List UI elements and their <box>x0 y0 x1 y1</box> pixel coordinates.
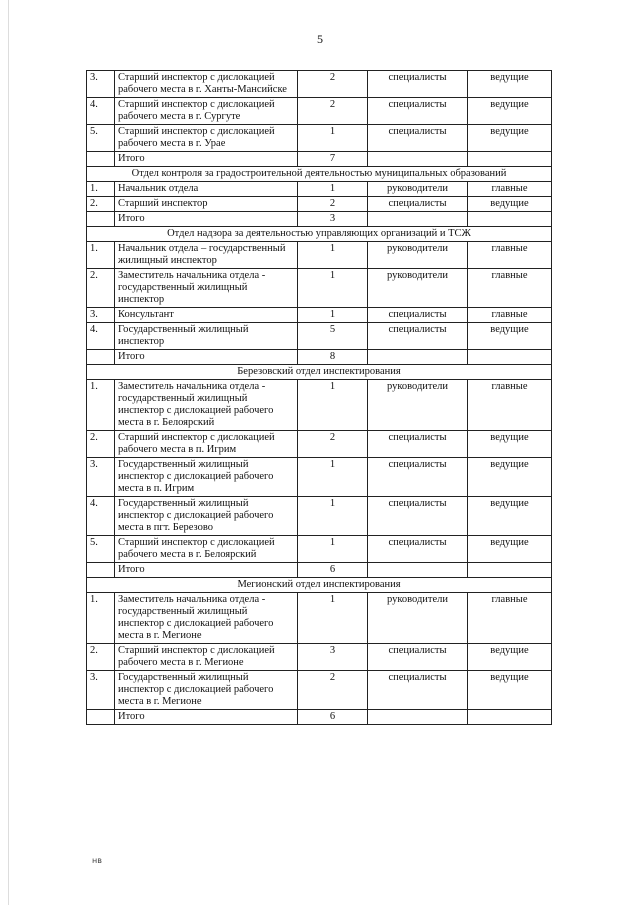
total-empty-cell <box>468 212 552 227</box>
row-number: 3. <box>87 71 115 98</box>
position-group: ведущие <box>468 431 552 458</box>
total-empty-cell <box>87 152 115 167</box>
staff-category: руководители <box>368 380 468 431</box>
total-count: 8 <box>298 350 368 365</box>
total-empty-cell <box>87 563 115 578</box>
total-empty-cell <box>87 710 115 725</box>
page-edge-line <box>8 0 9 905</box>
row-number: 2. <box>87 197 115 212</box>
staff-table-body <box>87 71 552 725</box>
section-header-row <box>87 578 552 593</box>
total-empty-cell <box>368 563 468 578</box>
position-count: 1 <box>298 125 368 152</box>
table-row <box>87 308 552 323</box>
total-empty-cell <box>468 710 552 725</box>
staff-category: специалисты <box>368 458 468 497</box>
total-row <box>87 350 552 365</box>
position-title: Консультант <box>115 308 298 323</box>
total-count: 6 <box>298 710 368 725</box>
position-title: Начальник отдела – государственный жилищный инспектор <box>115 242 298 269</box>
table-row <box>87 593 552 644</box>
table-row <box>87 71 552 98</box>
staff-category: специалисты <box>368 308 468 323</box>
position-title: Государственный жилищный инспектор с дислокацией рабочего места в п. Игрим <box>115 458 298 497</box>
position-group: главные <box>468 269 552 308</box>
position-group: главные <box>468 593 552 644</box>
total-row <box>87 563 552 578</box>
position-title: Старший инспектор с дислокацией рабочего места в г. Ханты-Мансийске <box>115 71 298 98</box>
table-row <box>87 98 552 125</box>
position-count: 2 <box>298 431 368 458</box>
row-number: 1. <box>87 242 115 269</box>
table-row <box>87 644 552 671</box>
position-group: ведущие <box>468 98 552 125</box>
total-count: 6 <box>298 563 368 578</box>
staff-category: специалисты <box>368 431 468 458</box>
table-row <box>87 536 552 563</box>
position-count: 1 <box>298 380 368 431</box>
table-row <box>87 269 552 308</box>
staff-category: специалисты <box>368 644 468 671</box>
staff-category: специалисты <box>368 497 468 536</box>
table-row <box>87 197 552 212</box>
row-number: 1. <box>87 380 115 431</box>
row-number: 2. <box>87 269 115 308</box>
row-number: 3. <box>87 308 115 323</box>
section-title: Березовский отдел инспектирования <box>87 365 552 380</box>
row-number: 3. <box>87 458 115 497</box>
position-count: 2 <box>298 671 368 710</box>
footer-mark: нв <box>92 856 102 865</box>
staff-table <box>86 70 552 725</box>
position-title: Старший инспектор с дислокацией рабочего места в г. Сургуте <box>115 98 298 125</box>
table-row <box>87 182 552 197</box>
total-empty-cell <box>368 350 468 365</box>
row-number: 5. <box>87 125 115 152</box>
total-empty-cell <box>368 212 468 227</box>
position-group: главные <box>468 380 552 431</box>
position-count: 1 <box>298 242 368 269</box>
staff-category: специалисты <box>368 98 468 125</box>
position-title: Государственный жилищный инспектор <box>115 323 298 350</box>
position-group: главные <box>468 242 552 269</box>
staff-category: специалисты <box>368 671 468 710</box>
position-count: 3 <box>298 644 368 671</box>
position-title: Старший инспектор с дислокацией рабочего места в г. Белоярский <box>115 536 298 563</box>
total-label: Итого <box>115 212 298 227</box>
position-count: 1 <box>298 593 368 644</box>
row-number: 1. <box>87 182 115 197</box>
section-header-row <box>87 167 552 182</box>
position-group: ведущие <box>468 536 552 563</box>
position-count: 5 <box>298 323 368 350</box>
position-count: 2 <box>298 197 368 212</box>
position-title: Заместитель начальника отдела - государственный жилищный инспектор с дислокацией рабочего места в г. Белоярский <box>115 380 298 431</box>
position-group: ведущие <box>468 323 552 350</box>
total-row <box>87 710 552 725</box>
row-number: 2. <box>87 431 115 458</box>
total-empty-cell <box>368 710 468 725</box>
position-title: Заместитель начальника отдела - государственный жилищный инспектор <box>115 269 298 308</box>
total-count: 7 <box>298 152 368 167</box>
position-title: Заместитель начальника отдела - государственный жилищный инспектор с дислокацией рабочего места в г. Мегионе <box>115 593 298 644</box>
section-header-row <box>87 365 552 380</box>
staff-category: руководители <box>368 242 468 269</box>
total-empty-cell <box>368 152 468 167</box>
position-count: 1 <box>298 458 368 497</box>
staff-category: руководители <box>368 269 468 308</box>
row-number: 4. <box>87 98 115 125</box>
position-group: ведущие <box>468 125 552 152</box>
total-empty-cell <box>87 350 115 365</box>
row-number: 3. <box>87 671 115 710</box>
position-group: ведущие <box>468 197 552 212</box>
table-row <box>87 458 552 497</box>
staff-category: специалисты <box>368 125 468 152</box>
section-title: Мегионский отдел инспектирования <box>87 578 552 593</box>
total-label: Итого <box>115 350 298 365</box>
position-title: Начальник отдела <box>115 182 298 197</box>
table-row <box>87 380 552 431</box>
table-row <box>87 497 552 536</box>
row-number: 2. <box>87 644 115 671</box>
table-row <box>87 671 552 710</box>
row-number: 4. <box>87 497 115 536</box>
position-title: Государственный жилищный инспектор с дислокацией рабочего места в г. Мегионе <box>115 671 298 710</box>
position-group: главные <box>468 182 552 197</box>
staff-category: специалисты <box>368 323 468 350</box>
total-label: Итого <box>115 563 298 578</box>
position-title: Старший инспектор с дислокацией рабочего места в г. Урае <box>115 125 298 152</box>
total-empty-cell <box>468 152 552 167</box>
table-row <box>87 125 552 152</box>
table-row <box>87 323 552 350</box>
section-header-row <box>87 227 552 242</box>
row-number: 4. <box>87 323 115 350</box>
position-title: Старший инспектор с дислокацией рабочего места в п. Игрим <box>115 431 298 458</box>
table-row <box>87 242 552 269</box>
position-count: 1 <box>298 536 368 563</box>
position-count: 1 <box>298 269 368 308</box>
position-title: Старший инспектор <box>115 197 298 212</box>
total-label: Итого <box>115 152 298 167</box>
total-row <box>87 212 552 227</box>
position-group: ведущие <box>468 671 552 710</box>
page-number: 5 <box>317 32 323 46</box>
position-title: Старший инспектор с дислокацией рабочего места в г. Мегионе <box>115 644 298 671</box>
row-number: 1. <box>87 593 115 644</box>
total-row <box>87 152 552 167</box>
position-group: ведущие <box>468 458 552 497</box>
staff-category: специалисты <box>368 197 468 212</box>
section-title: Отдел надзора за деятельностью управляющих организаций и ТСЖ <box>87 227 552 242</box>
total-empty-cell <box>468 350 552 365</box>
staff-category: специалисты <box>368 536 468 563</box>
staff-category: специалисты <box>368 71 468 98</box>
position-title: Государственный жилищный инспектор с дислокацией рабочего места в пгт. Березово <box>115 497 298 536</box>
total-empty-cell <box>87 212 115 227</box>
section-title: Отдел контроля за градостроительной деятельностью муниципальных образований <box>87 167 552 182</box>
staff-category: руководители <box>368 593 468 644</box>
position-group: ведущие <box>468 497 552 536</box>
row-number: 5. <box>87 536 115 563</box>
position-count: 1 <box>298 182 368 197</box>
total-label: Итого <box>115 710 298 725</box>
position-count: 1 <box>298 308 368 323</box>
total-empty-cell <box>468 563 552 578</box>
position-count: 1 <box>298 497 368 536</box>
position-count: 2 <box>298 98 368 125</box>
position-group: ведущие <box>468 644 552 671</box>
position-count: 2 <box>298 71 368 98</box>
position-group: главные <box>468 308 552 323</box>
staff-category: руководители <box>368 182 468 197</box>
total-count: 3 <box>298 212 368 227</box>
position-group: ведущие <box>468 71 552 98</box>
table-row <box>87 431 552 458</box>
